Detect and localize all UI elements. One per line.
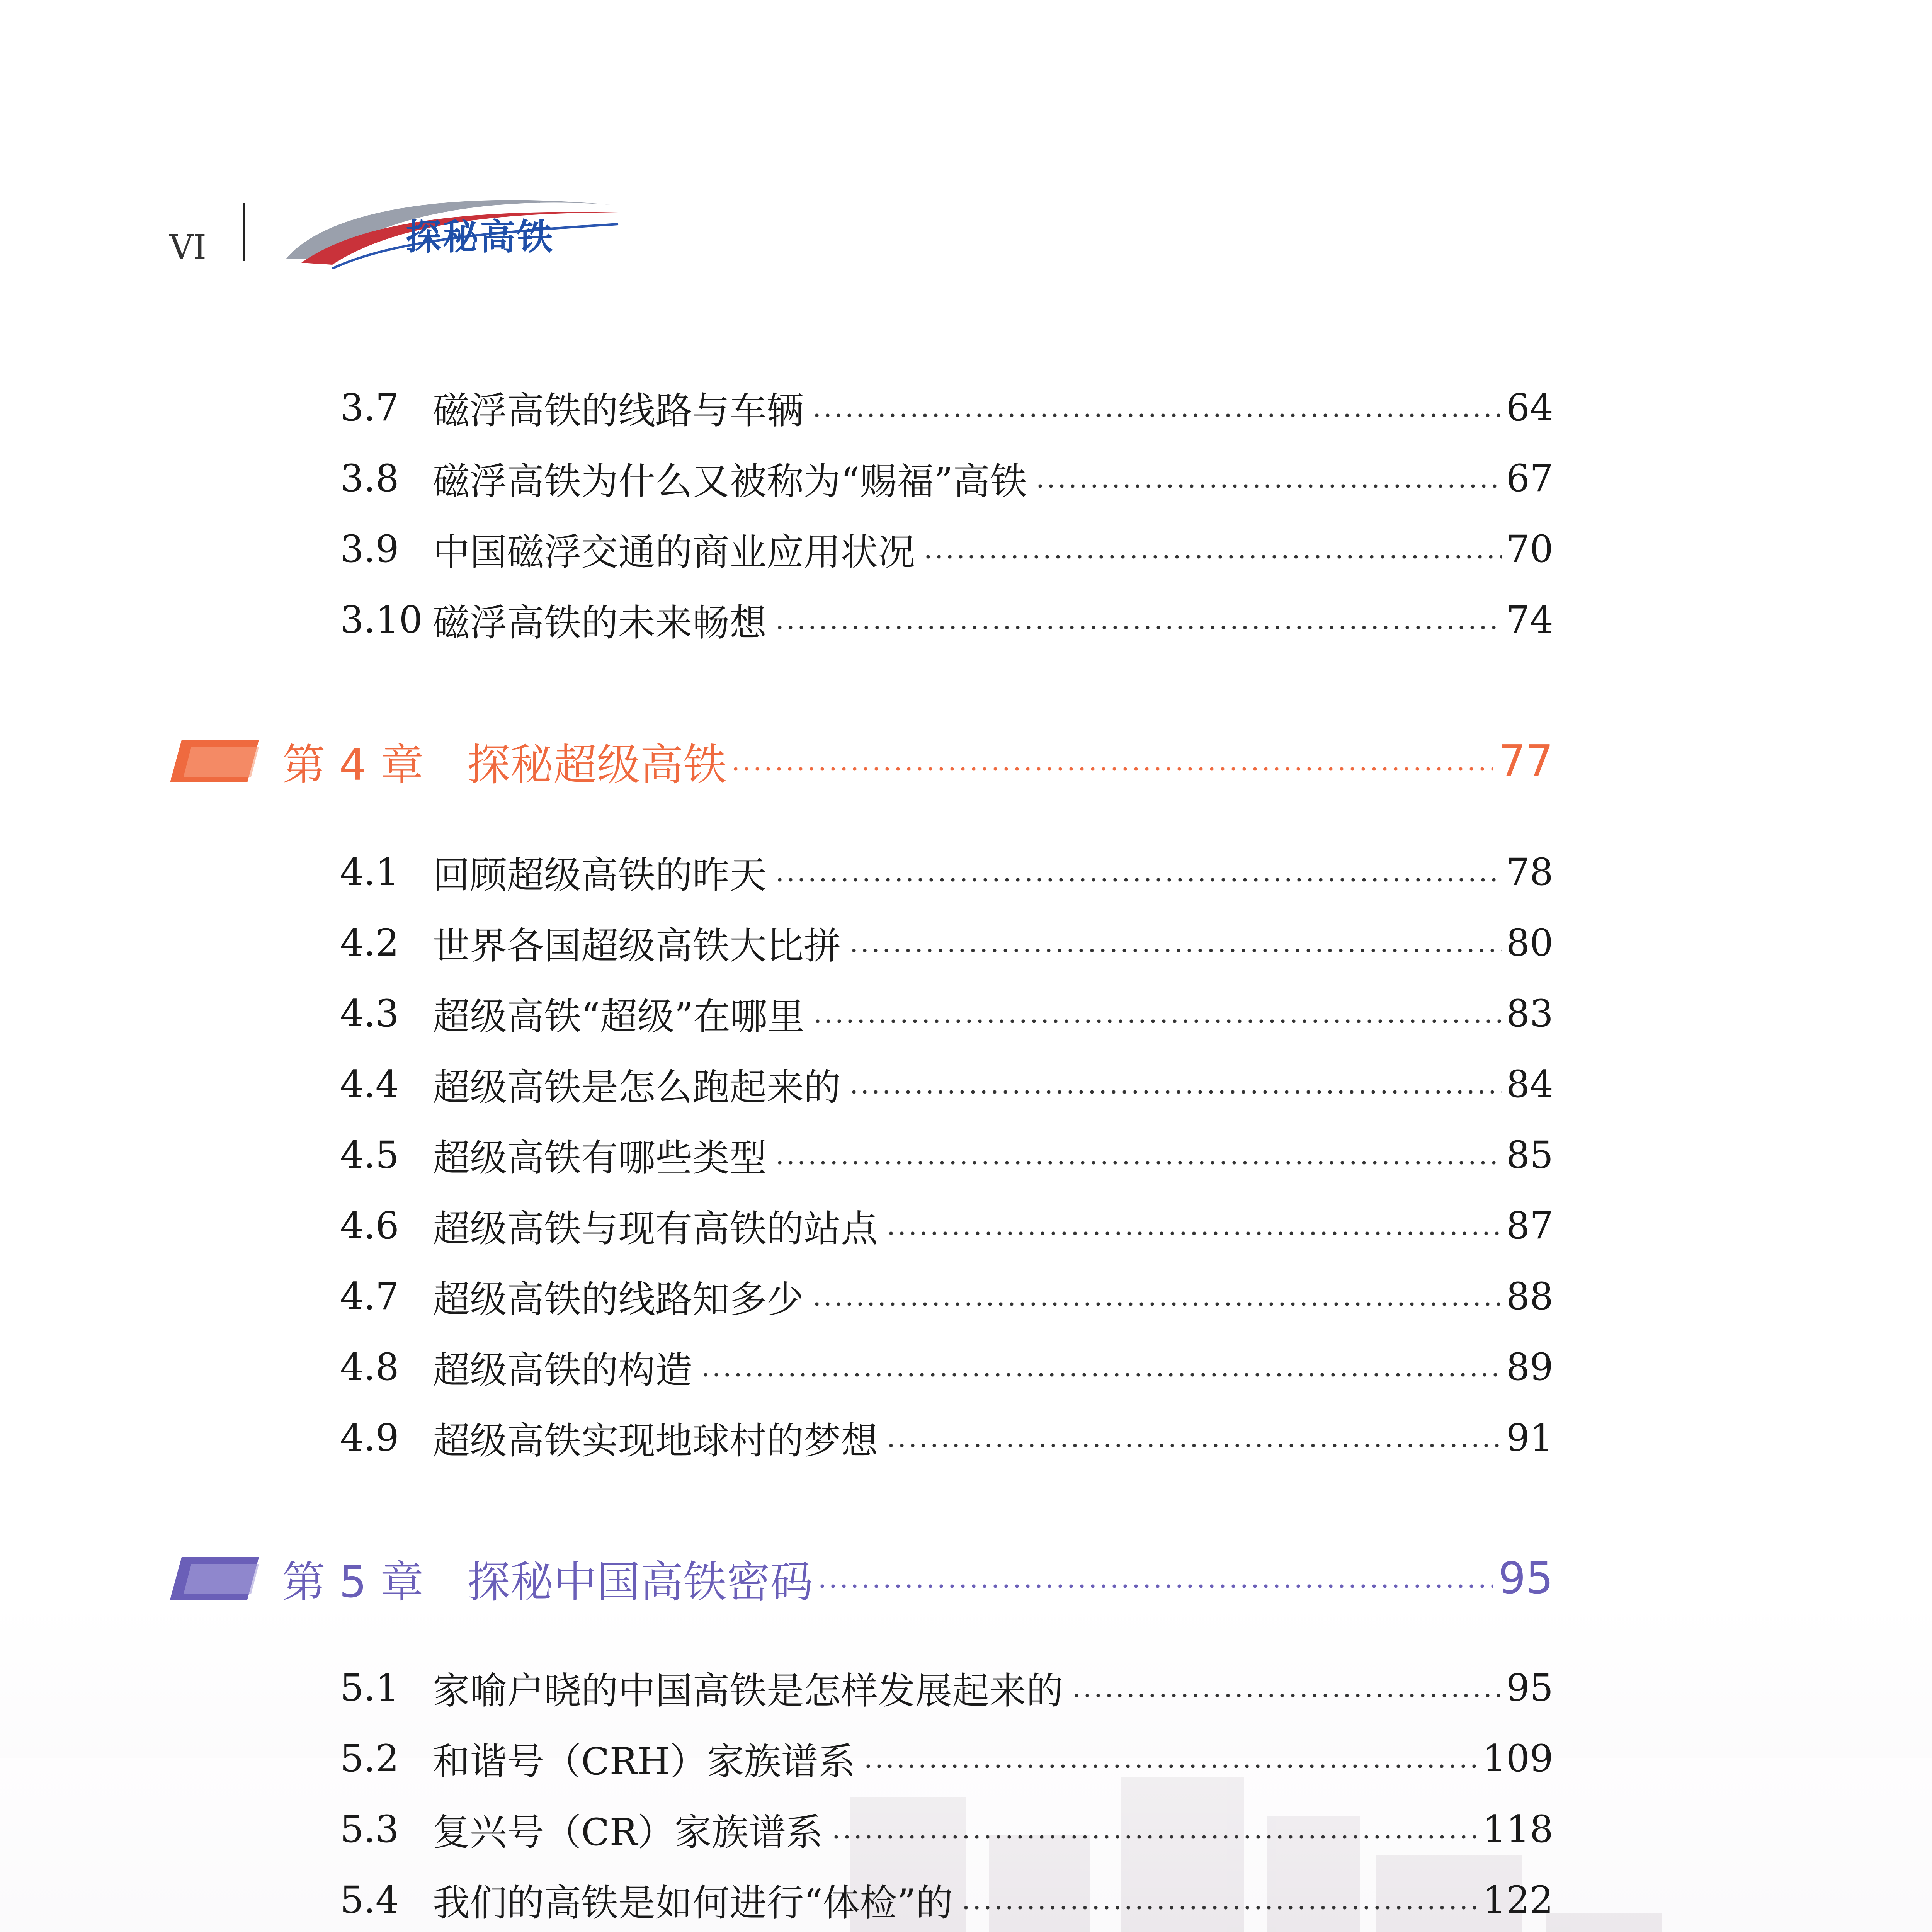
leader-dots (886, 1231, 1502, 1236)
toc-entry[interactable] (340, 1197, 1553, 1255)
chapter-tab-icon (170, 1557, 259, 1600)
entry-page: 64 (1506, 386, 1553, 429)
entry-page: 80 (1506, 921, 1553, 964)
entry-title: 磁浮高铁的线路与车辆 (433, 389, 804, 432)
entry-number: 4.6 (340, 1204, 399, 1247)
leader-dots (849, 1089, 1502, 1095)
entry-page: 84 (1506, 1063, 1553, 1106)
entry-page: 87 (1506, 1204, 1553, 1247)
chapter-tab-icon (170, 740, 259, 782)
entry-title: 超级高铁“超级”在哪里 (433, 995, 805, 1038)
entry-number: 4.7 (340, 1275, 399, 1318)
entry-page: 89 (1506, 1345, 1553, 1389)
entry-title: 超级高铁有哪些类型 (433, 1136, 767, 1180)
leader-dots (961, 1905, 1479, 1910)
toc-entry[interactable] (340, 449, 1553, 507)
entry-page: 91 (1506, 1416, 1553, 1459)
leader-dots (774, 877, 1502, 883)
book-title: 探秘高铁 (406, 216, 554, 258)
chapter-page: 77 (1498, 736, 1553, 786)
chapter-heading-4[interactable] (170, 724, 1553, 798)
entry-page: 74 (1506, 598, 1553, 641)
leader-dots (774, 625, 1502, 630)
leader-dots (730, 766, 1493, 772)
toc-entry[interactable] (340, 1800, 1553, 1858)
toc-entry[interactable] (340, 1730, 1553, 1787)
leader-dots (812, 1019, 1502, 1024)
toc-entry[interactable] (340, 1126, 1553, 1184)
entry-title: 超级高铁实现地球村的梦想 (433, 1419, 878, 1463)
leader-dots (811, 1301, 1502, 1307)
entry-title: 磁浮高铁为什么又被称为“赐福”高铁 (433, 459, 1027, 503)
entry-number: 5.1 (340, 1666, 399, 1709)
entry-page: 109 (1482, 1737, 1553, 1780)
entry-page: 85 (1506, 1133, 1553, 1177)
entry-page: 70 (1506, 527, 1553, 571)
entry-title: 超级高铁与现有高铁的站点 (433, 1207, 878, 1250)
entry-number: 4.3 (340, 992, 399, 1035)
entry-title: 回顾超级高铁的昨天 (433, 853, 767, 897)
entry-title: 复兴号（CR）家族谱系 (433, 1810, 823, 1854)
chapter-page: 95 (1498, 1553, 1553, 1604)
toc-entry[interactable] (340, 985, 1553, 1043)
entry-number: 4.5 (340, 1133, 399, 1177)
chapter-heading-5[interactable] (170, 1542, 1553, 1615)
leader-dots (700, 1372, 1502, 1378)
entry-title: 磁浮高铁的未来畅想 (433, 601, 767, 645)
leader-dots (811, 413, 1502, 418)
entry-number: 5.3 (340, 1808, 399, 1851)
toc-entry[interactable] (340, 1055, 1553, 1113)
entry-page: 95 (1506, 1666, 1553, 1709)
leader-dots (886, 1443, 1502, 1448)
entry-number: 3.8 (340, 457, 399, 500)
chapter-title: 第 5 章 探秘中国高铁密码 (282, 1557, 813, 1607)
entry-number: 4.4 (340, 1063, 399, 1106)
toc-entry[interactable] (340, 1267, 1553, 1325)
toc-entry[interactable] (340, 520, 1553, 578)
toc-entry[interactable] (340, 1659, 1553, 1717)
entry-title: 超级高铁是怎么跑起来的 (433, 1065, 841, 1109)
entry-title: 超级高铁的构造 (433, 1348, 692, 1392)
leader-dots (831, 1834, 1479, 1840)
leader-dots (817, 1583, 1493, 1589)
entry-number: 5.2 (340, 1737, 399, 1780)
entry-title: 超级高铁的线路知多少 (433, 1277, 804, 1321)
toc-entry[interactable] (340, 591, 1553, 649)
entry-number: 3.9 (340, 527, 399, 571)
entry-title: 家喻户晓的中国高铁是怎样发展起来的 (433, 1669, 1063, 1713)
entry-number: 4.8 (340, 1345, 399, 1389)
entry-page: 122 (1482, 1878, 1553, 1922)
entry-page: 67 (1506, 457, 1553, 500)
toc-entry[interactable] (340, 1871, 1553, 1929)
leader-dots (923, 554, 1502, 560)
entry-number: 4.9 (340, 1416, 399, 1459)
leader-dots (863, 1764, 1478, 1769)
entry-title: 我们的高铁是如何进行“体检”的 (433, 1881, 953, 1925)
entry-page: 78 (1506, 850, 1553, 894)
toc-entry[interactable] (340, 914, 1553, 972)
entry-number: 3.10 (340, 598, 423, 641)
toc-entry[interactable] (340, 1409, 1553, 1467)
entry-number: 5.4 (340, 1878, 399, 1922)
entry-title: 中国磁浮交通的商业应用状况 (433, 530, 915, 574)
entry-number: 3.7 (340, 386, 399, 429)
toc-entry[interactable] (340, 1338, 1553, 1396)
entry-number: 4.1 (340, 850, 399, 894)
entry-page: 118 (1482, 1808, 1553, 1851)
entry-number: 4.2 (340, 921, 399, 964)
toc-entry[interactable] (340, 843, 1553, 901)
entry-page: 83 (1506, 992, 1553, 1035)
leader-dots (774, 1160, 1502, 1165)
entry-page: 88 (1506, 1275, 1553, 1318)
chapter-title: 第 4 章 探秘超级高铁 (282, 740, 727, 790)
leader-dots (1035, 483, 1502, 489)
toc-entry[interactable] (340, 379, 1553, 437)
entry-title: 世界各国超级高铁大比拼 (433, 924, 841, 968)
leader-dots (849, 948, 1502, 953)
entry-title: 和谐号（CRH）家族谱系 (433, 1740, 855, 1783)
leader-dots (1071, 1693, 1502, 1698)
page-number: VI (169, 228, 207, 267)
